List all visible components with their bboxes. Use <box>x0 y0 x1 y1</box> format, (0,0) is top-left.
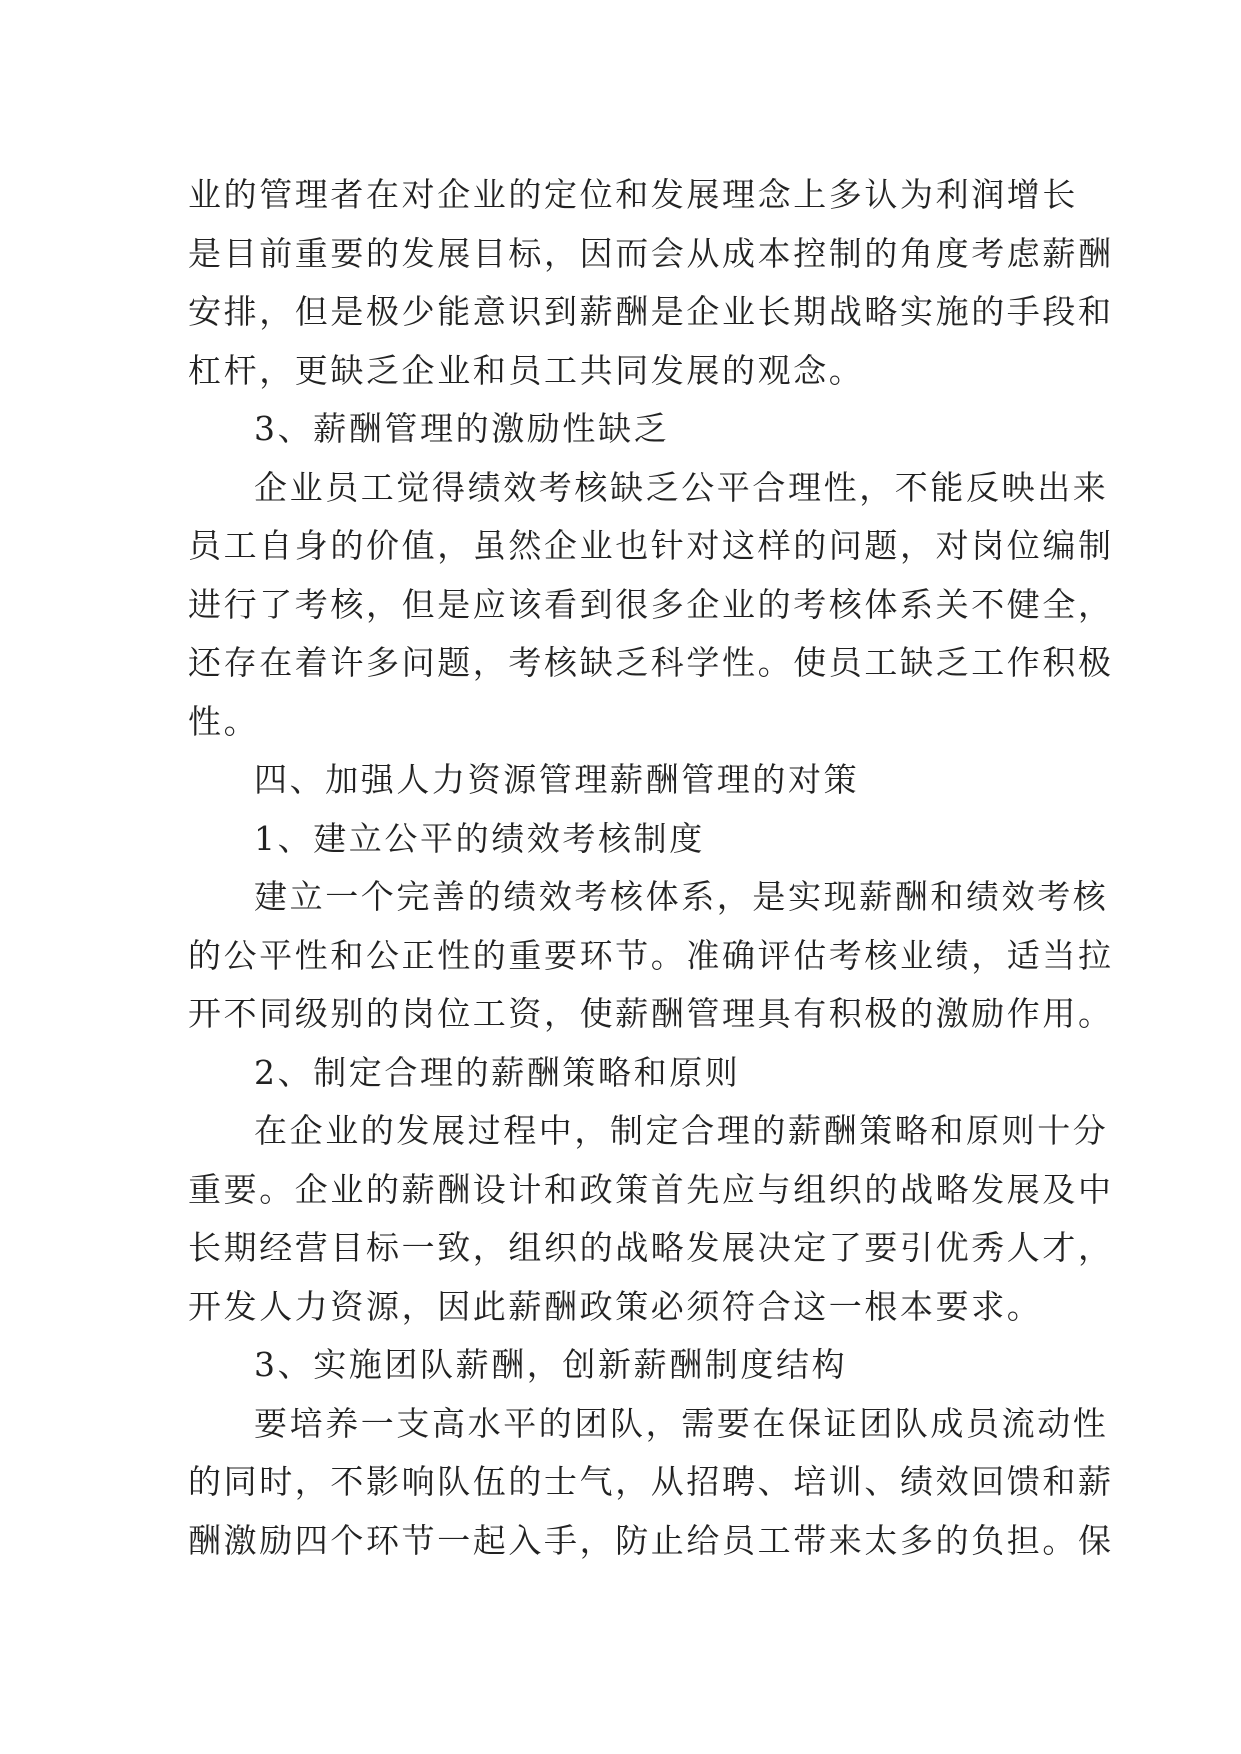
paragraph-line: 杠杆，更缺乏企业和员工共同发展的观念。 <box>188 350 865 390</box>
section-heading: 四、加强人力资源管理薪酬管理的对策 <box>254 760 860 799</box>
paragraph-line: 要培养一支高水平的团队，需要在保证团队成员流动性 <box>254 1403 1109 1443</box>
document-page <box>188 166 1114 1570</box>
paragraph-line: 还存在着许多问题，考核缺乏科学性。使员工缺乏工作积极 <box>188 643 1114 682</box>
section-heading: 2、制定合理的薪酬策略和原则 <box>254 1052 741 1092</box>
paragraph-line: 酬激励四个环节一起入手，防止给员工带来太多的负担。保 <box>188 1520 1114 1560</box>
paragraph-line: 在企业的发展过程中，制定合理的薪酬策略和原则十分 <box>254 1111 1109 1150</box>
paragraph-line: 开不同级别的岗位工资，使薪酬管理具有积极的激励作用。 <box>188 994 1114 1033</box>
paragraph-line: 安排，但是极少能意识到薪酬是企业长期战略实施的手段和 <box>188 292 1114 331</box>
paragraph-line: 的同时，不影响队伍的士气，从招聘、培训、绩效回馈和薪 <box>188 1462 1114 1501</box>
paragraph-line: 企业员工觉得绩效考核缺乏公平合理性，不能反映出来 <box>254 467 1109 507</box>
paragraph-line: 长期经营目标一致，组织的战略发展决定了要引优秀人才， <box>188 1228 1114 1267</box>
paragraph-line: 建立一个完善的绩效考核体系，是实现薪酬和绩效考核 <box>254 877 1109 916</box>
paragraph-line: 员工自身的价值，虽然企业也针对这样的问题，对岗位编制 <box>188 526 1114 565</box>
section-heading: 1、建立公平的绩效考核制度 <box>254 818 705 858</box>
section-heading: 3、薪酬管理的激励性缺乏 <box>254 409 670 448</box>
section-heading: 3、实施团队薪酬，创新薪酬制度结构 <box>254 1345 848 1384</box>
paragraph-line: 业的管理者在对企业的定位和发展理念上多认为利润增长 <box>188 175 1078 214</box>
paragraph-line: 进行了考核，但是应该看到很多企业的考核体系关不健全， <box>188 584 1114 624</box>
paragraph-line: 开发人力资源，因此薪酬政策必须符合这一根本要求。 <box>188 1286 1043 1326</box>
paragraph-line: 是目前重要的发展目标，因而会从成本控制的角度考虑薪酬 <box>188 233 1114 273</box>
paragraph-line: 重要。企业的薪酬设计和政策首先应与组织的战略发展及中 <box>188 1169 1114 1209</box>
paragraph-line: 性。 <box>188 701 260 741</box>
paragraph-line: 的公平性和公正性的重要环节。准确评估考核业绩，适当拉 <box>188 935 1114 975</box>
